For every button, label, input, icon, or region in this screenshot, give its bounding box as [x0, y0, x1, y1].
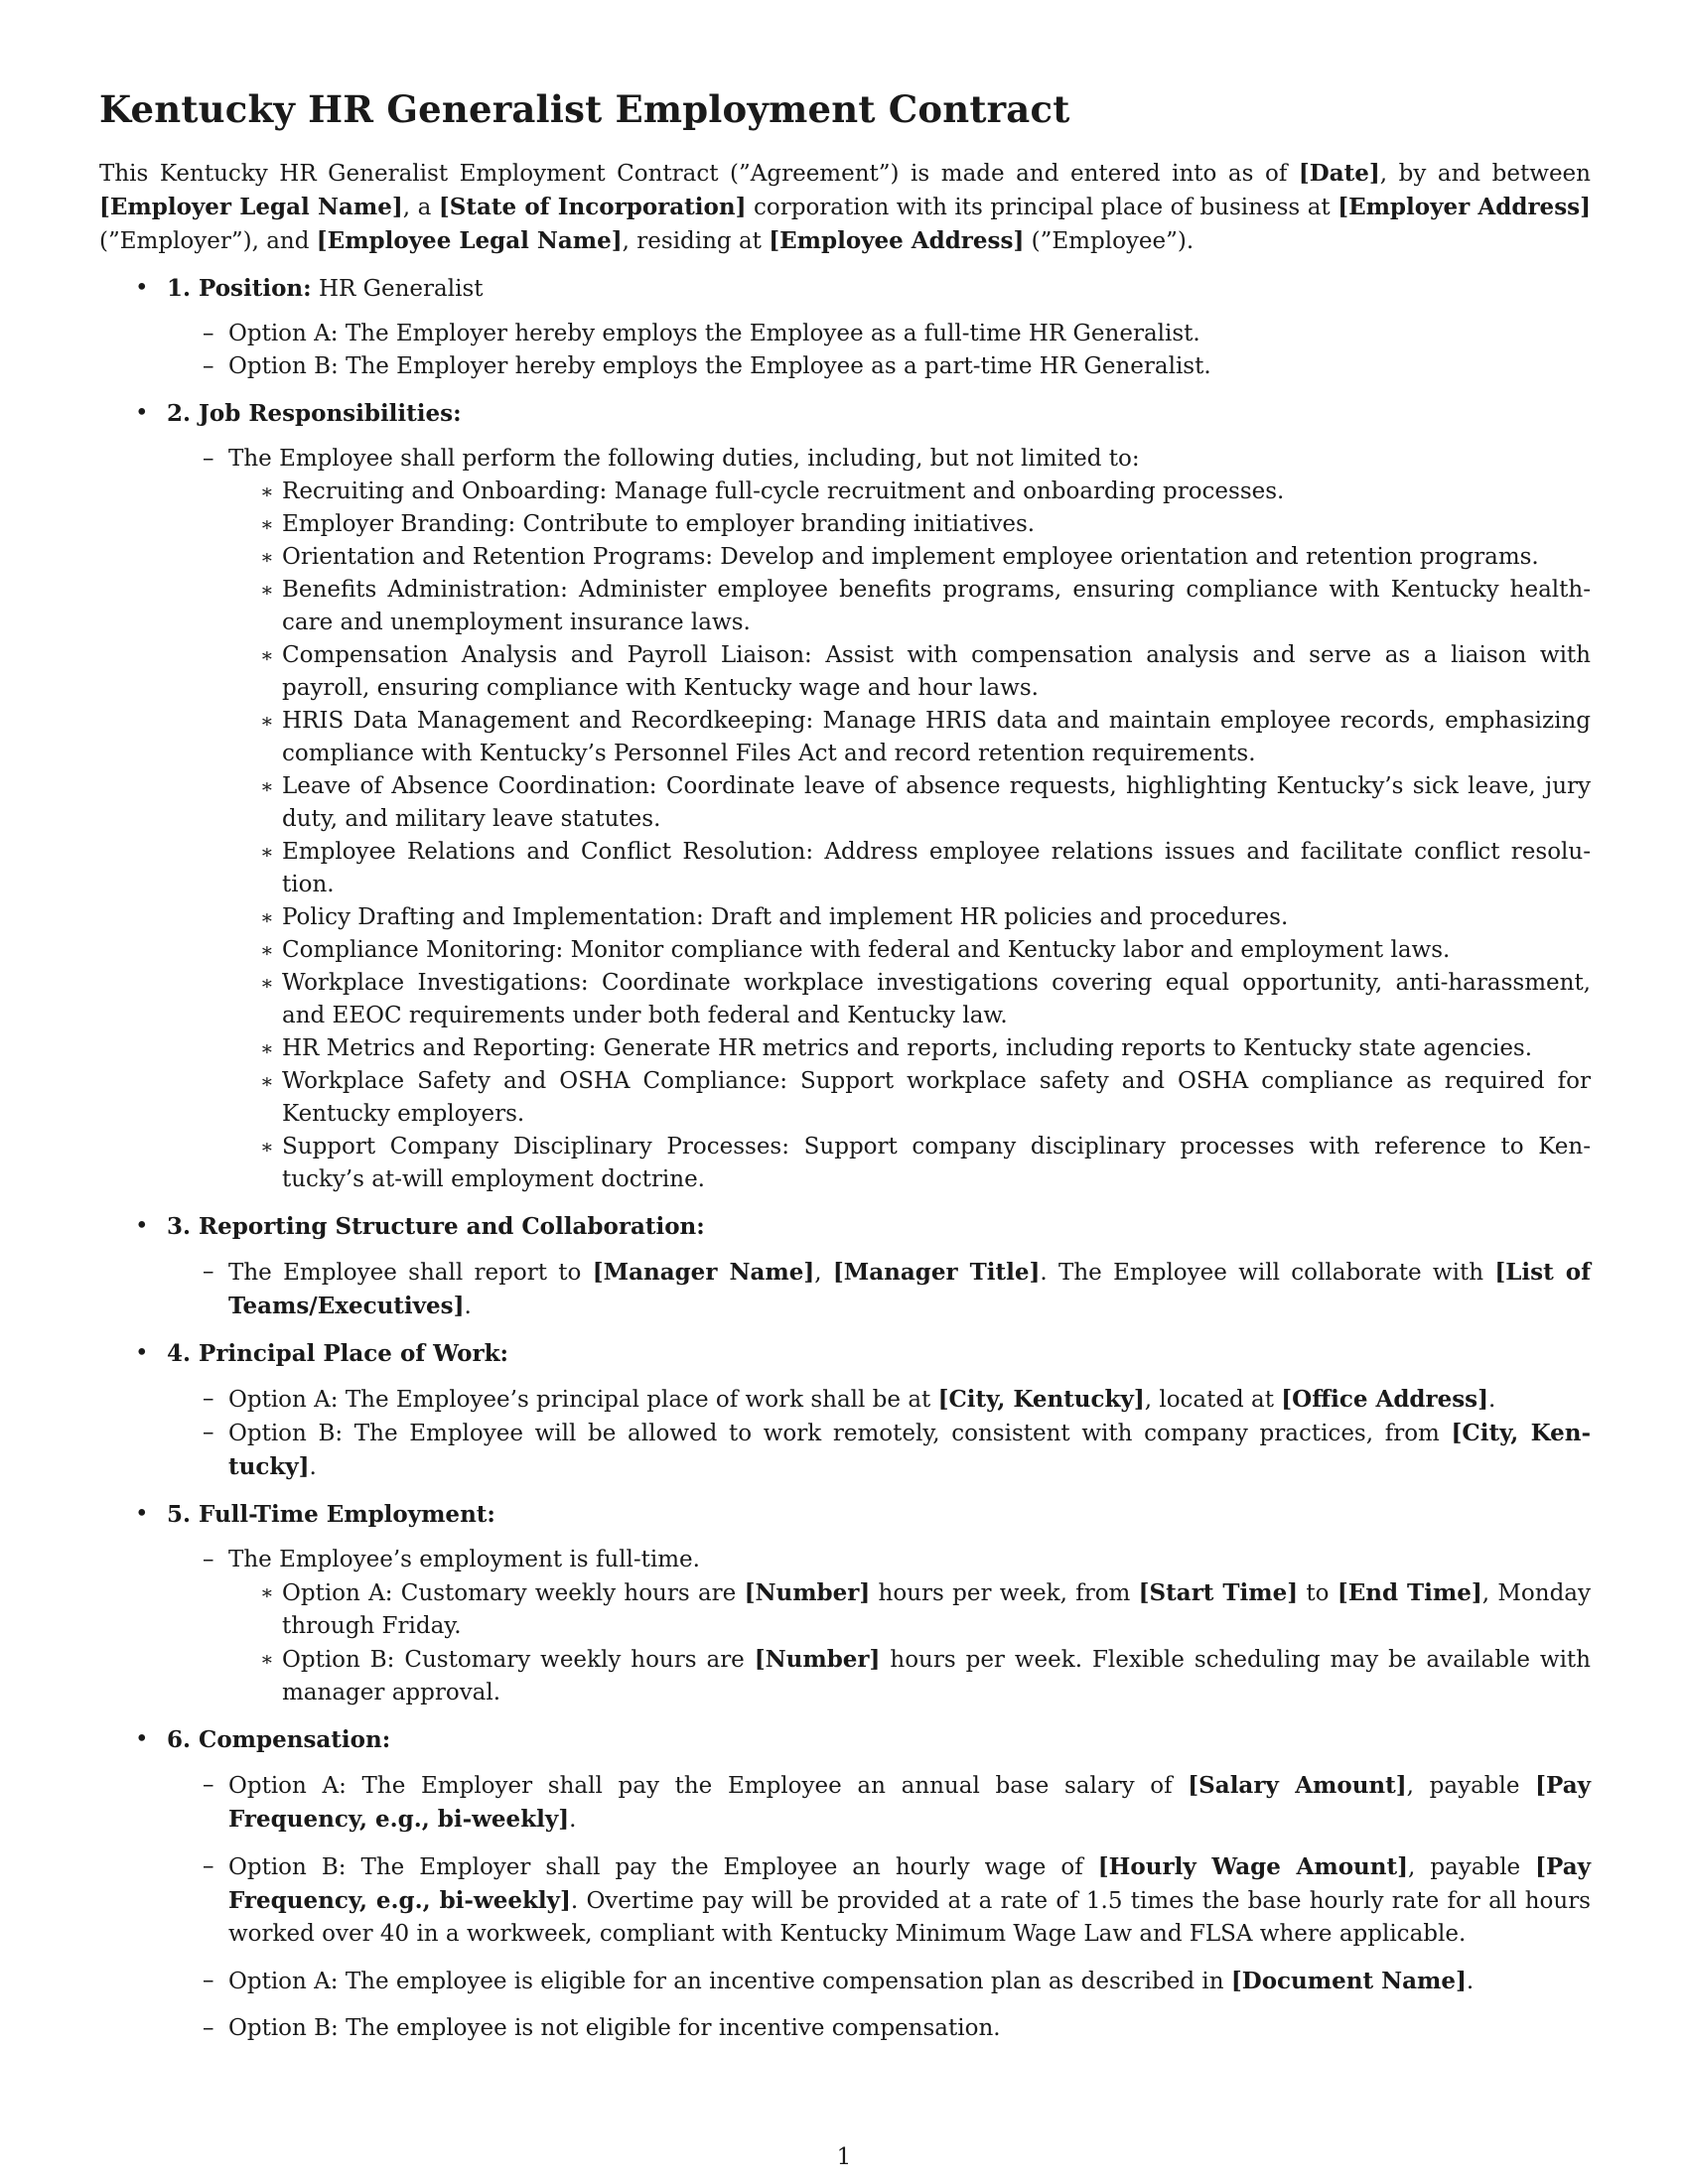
employer-name-placeholder: [Employer Legal Name]: [99, 194, 403, 220]
duty-item: ∗ Policy Drafting and Implementation: Draft and implement HR policies and procedures.: [228, 901, 1591, 934]
option-item: ∗ Option B: Customary weekly hours are [Number] hours per week. Flexible scheduling may be available with manager approval.: [228, 1643, 1591, 1709]
manager-title-placeholder: [Manager Title]: [832, 1259, 1041, 1286]
section-heading: 4. Principal Place of Work:: [167, 1340, 509, 1367]
page-number: 1: [836, 2144, 852, 2170]
list-item: – Option A: The Employer shall pay the Employee an annual base salary of [Salary Amount], payable [Pay Frequency, e.g., bi-weekly].: [167, 1769, 1591, 1837]
employee-name-placeholder: [Employee Legal Name]: [316, 227, 623, 254]
duty-item: ∗ Employee Relations and Conflict Resolution: Address employee relations issues and facilitate conflict resolu-tion.: [228, 836, 1591, 901]
list-item: – The Employee shall perform the following duties, including, but not limited to: ∗ Recruiting and Onboarding: Manage full-cycle recruitment and onboarding processes. ∗ Employer Branding: Contribute to employer branding initiatives. ∗ Orientation and Retention Programs: Develop and implement employee orientation and retention programs. ∗ Benefits Administration: Administer employee benefits programs, ensuring compliance with Kentucky health-care and unemployment insurance laws. ∗ Compensation Analysis and Payroll Liaison: Assist with compensation analysis and serve as a liaison with payroll, ensuring compliance with Kentucky wage and hour laws. ∗ HRIS Data Management and Recordkeeping: Manage HRIS data and maintain employee records, emphasizing compliance with Kentucky’s Personnel Files Act and record retention requirements. ∗ Leave of Absence Coordination: Coordinate leave of absence requests, highlighting Kentucky’s sick leave, jury duty, and military leave statutes. ∗ Employee Relations and Conflict Resolution: Address employee relations issues and facilitate conflict resolu-tion. ∗ Policy Drafting and Implementation: Draft and implement HR policies and procedures. ∗ Compliance Monitoring: Monitor compliance with federal and Kentucky labor and employment laws. ∗ Workplace Investigations: Coordinate workplace investigations covering equal opportunity, anti-harassment, and EEOC requirements under both federal and Kentucky law. ∗ HR Metrics and Reporting: Generate HR metrics and reports, including reports to Kentucky state agencies. ∗ Workplace Safety and OSHA Compliance: Support workplace safety and OSHA compliance as required for Kentucky employers. ∗ Support Company Disciplinary Processes: Support company disciplinary processes with reference to Ken-tucky’s at-will employment doctrine.: [167, 443, 1591, 1196]
section-heading: 5. Full-Time Employment:: [167, 1501, 495, 1528]
employer-address-placeholder: [Employer Address]: [1337, 194, 1591, 220]
option-item: ∗ Option A: Customary weekly hours are [Number] hours per week, from [Start Time] to [End Time], Monday through Friday.: [228, 1576, 1591, 1643]
document-page: [99, 87, 1591, 2045]
section-heading: 6. Compensation:: [167, 1726, 391, 1753]
pay-frequency-placeholder: [Pay Frequency, e.g., bi-weekly]: [228, 1772, 1591, 1833]
list-item: – Option A: The employee is eligible for an incentive compensation plan as described in [Document Name].: [167, 1965, 1591, 1998]
duty-item: ∗ HRIS Data Management and Recordkeeping: Manage HRIS data and maintain employee records, emphasizing compliance with Kentucky’s Personnel Files Act and record retention requirements.: [228, 705, 1591, 770]
office-address-placeholder: [Office Address]: [1281, 1386, 1489, 1413]
number-placeholder: [Number]: [754, 1646, 881, 1673]
document-title: Kentucky HR Generalist Employment Contract: [99, 87, 1070, 131]
list-item: – Option A: The Employee’s principal place of work shall be at [City, Kentucky], located at [Office Address].: [167, 1383, 1591, 1417]
duty-item: ∗ HR Metrics and Reporting: Generate HR metrics and reports, including reports to Kentucky state agencies.: [228, 1032, 1591, 1065]
section-place-of-work: [99, 1337, 1591, 1484]
manager-name-placeholder: [Manager Name]: [592, 1259, 815, 1286]
salary-placeholder: [Salary Amount]: [1188, 1772, 1407, 1799]
pay-frequency-placeholder: [Pay Frequency, e.g., bi-weekly]: [228, 1853, 1591, 1914]
hourly-wage-placeholder: [Hourly Wage Amount]: [1097, 1853, 1409, 1880]
start-time-placeholder: [Start Time]: [1138, 1579, 1299, 1606]
employee-address-placeholder: [Employee Address]: [769, 227, 1025, 254]
section-reporting-structure: [99, 1210, 1591, 1323]
duty-item: ∗ Compensation Analysis and Payroll Liaison: Assist with compensation analysis and serve as a liaison with payroll, ensuring compliance with Kentucky wage and hour laws.: [228, 639, 1591, 705]
duty-item: ∗ Leave of Absence Coordination: Coordinate leave of absence requests, highlighting Kentucky’s sick leave, jury duty, and military leave statutes.: [228, 770, 1591, 836]
state-placeholder: [State of Incorporation]: [438, 194, 747, 220]
duties-list: [228, 476, 1591, 1196]
number-placeholder: [Number]: [744, 1579, 871, 1606]
date-placeholder: [Date]: [1298, 160, 1380, 187]
duty-item: ∗ Support Company Disciplinary Processes: Support company disciplinary processes with reference to Ken-tucky’s at-will employment doctrine.: [228, 1131, 1591, 1196]
list-item: – The Employee shall report to [Manager Name], [Manager Title]. The Employee will collaborate with [List of Teams/Executives].: [167, 1256, 1591, 1323]
section-heading: 2. Job Responsibilities:: [167, 400, 462, 427]
section-compensation: [99, 1723, 1591, 2045]
city-placeholder: [City, Kentucky]: [937, 1386, 1145, 1413]
section-position: • 1. Position: HR Generalist – Option A: The Employer hereby employs the Employee as a full-time HR Generalist. – Option B: The Employer hereby employs the Employee as a part-time HR Generalist.: [99, 272, 1591, 383]
section-list: [99, 272, 1591, 2045]
section-job-responsibilities: [99, 397, 1591, 1196]
teams-placeholder: [List of Teams/Executives]: [228, 1259, 1591, 1319]
duty-item: ∗ Recruiting and Onboarding: Manage full-cycle recruitment and onboarding processes.: [228, 476, 1591, 508]
list-item: – Option B: The Employer hereby employs the Employee as a part-time HR Generalist.: [167, 350, 1591, 383]
document-name-placeholder: [Document Name]: [1230, 1968, 1467, 1994]
duty-item: ∗ Benefits Administration: Administer employee benefits programs, ensuring compliance with Kentucky health-care and unemployment insurance laws.: [228, 574, 1591, 639]
duty-item: ∗ Employer Branding: Contribute to employer branding initiatives.: [228, 508, 1591, 541]
list-item: – The Employee’s employment is full-time. ∗ Option A: Customary weekly hours are [Number] hours per week, from [Start Time] to [End Time], Monday through Friday. ∗ Option B: Customary weekly hours are [Number] hours per week. Flexible scheduling may be available with manager approval.: [167, 1544, 1591, 1709]
list-item: – Option A: The Employer hereby employs the Employee as a full-time HR Generalist.: [167, 318, 1591, 350]
section-heading: 1. Position:: [167, 275, 312, 302]
duty-item: ∗ Workplace Safety and OSHA Compliance: Support workplace safety and OSHA compliance as required for Kentucky employers.: [228, 1065, 1591, 1131]
duty-item: ∗ Workplace Investigations: Coordinate workplace investigations covering equal opportunity, anti-harassment, and EEOC requirements under both federal and Kentucky law.: [228, 967, 1591, 1032]
list-item: – Option B: The employee is not eligible for incentive compensation.: [167, 2012, 1591, 2045]
intro-paragraph: This Kentucky HR Generalist Employment Contract (”Agreement”) is made and entered into as of [Date], by and between [Employer Legal Name], a [State of Incorporation] corporation with its principal place of business at [Employer Address] (”Employer”), and [Employee Legal Name], residing at [Employee Address] (”Employee”).: [99, 160, 1591, 254]
duty-item: ∗ Orientation and Retention Programs: Develop and implement employee orientation and retention programs.: [228, 541, 1591, 574]
end-time-placeholder: [End Time]: [1336, 1579, 1482, 1606]
city-placeholder: [City, Ken-tucky]: [228, 1420, 1591, 1480]
section-full-time-employment: [99, 1498, 1591, 1709]
list-item: – Option B: The Employer shall pay the Employee an hourly wage of [Hourly Wage Amount], payable [Pay Frequency, e.g., bi-weekly]. Overtime pay will be provided at a rate of 1.5 times the base hourly rate for all hours worked over 40 in a workweek, compliant with Kentucky Minimum Wage Law and FLSA where applicable.: [167, 1850, 1591, 1951]
list-item: – Option B: The Employee will be allowed to work remotely, consistent with company practices, from [City, Ken-tucky].: [167, 1417, 1591, 1484]
duty-item: ∗ Compliance Monitoring: Monitor compliance with federal and Kentucky labor and employment laws.: [228, 934, 1591, 967]
section-heading: 3. Reporting Structure and Collaboration:: [167, 1213, 705, 1240]
